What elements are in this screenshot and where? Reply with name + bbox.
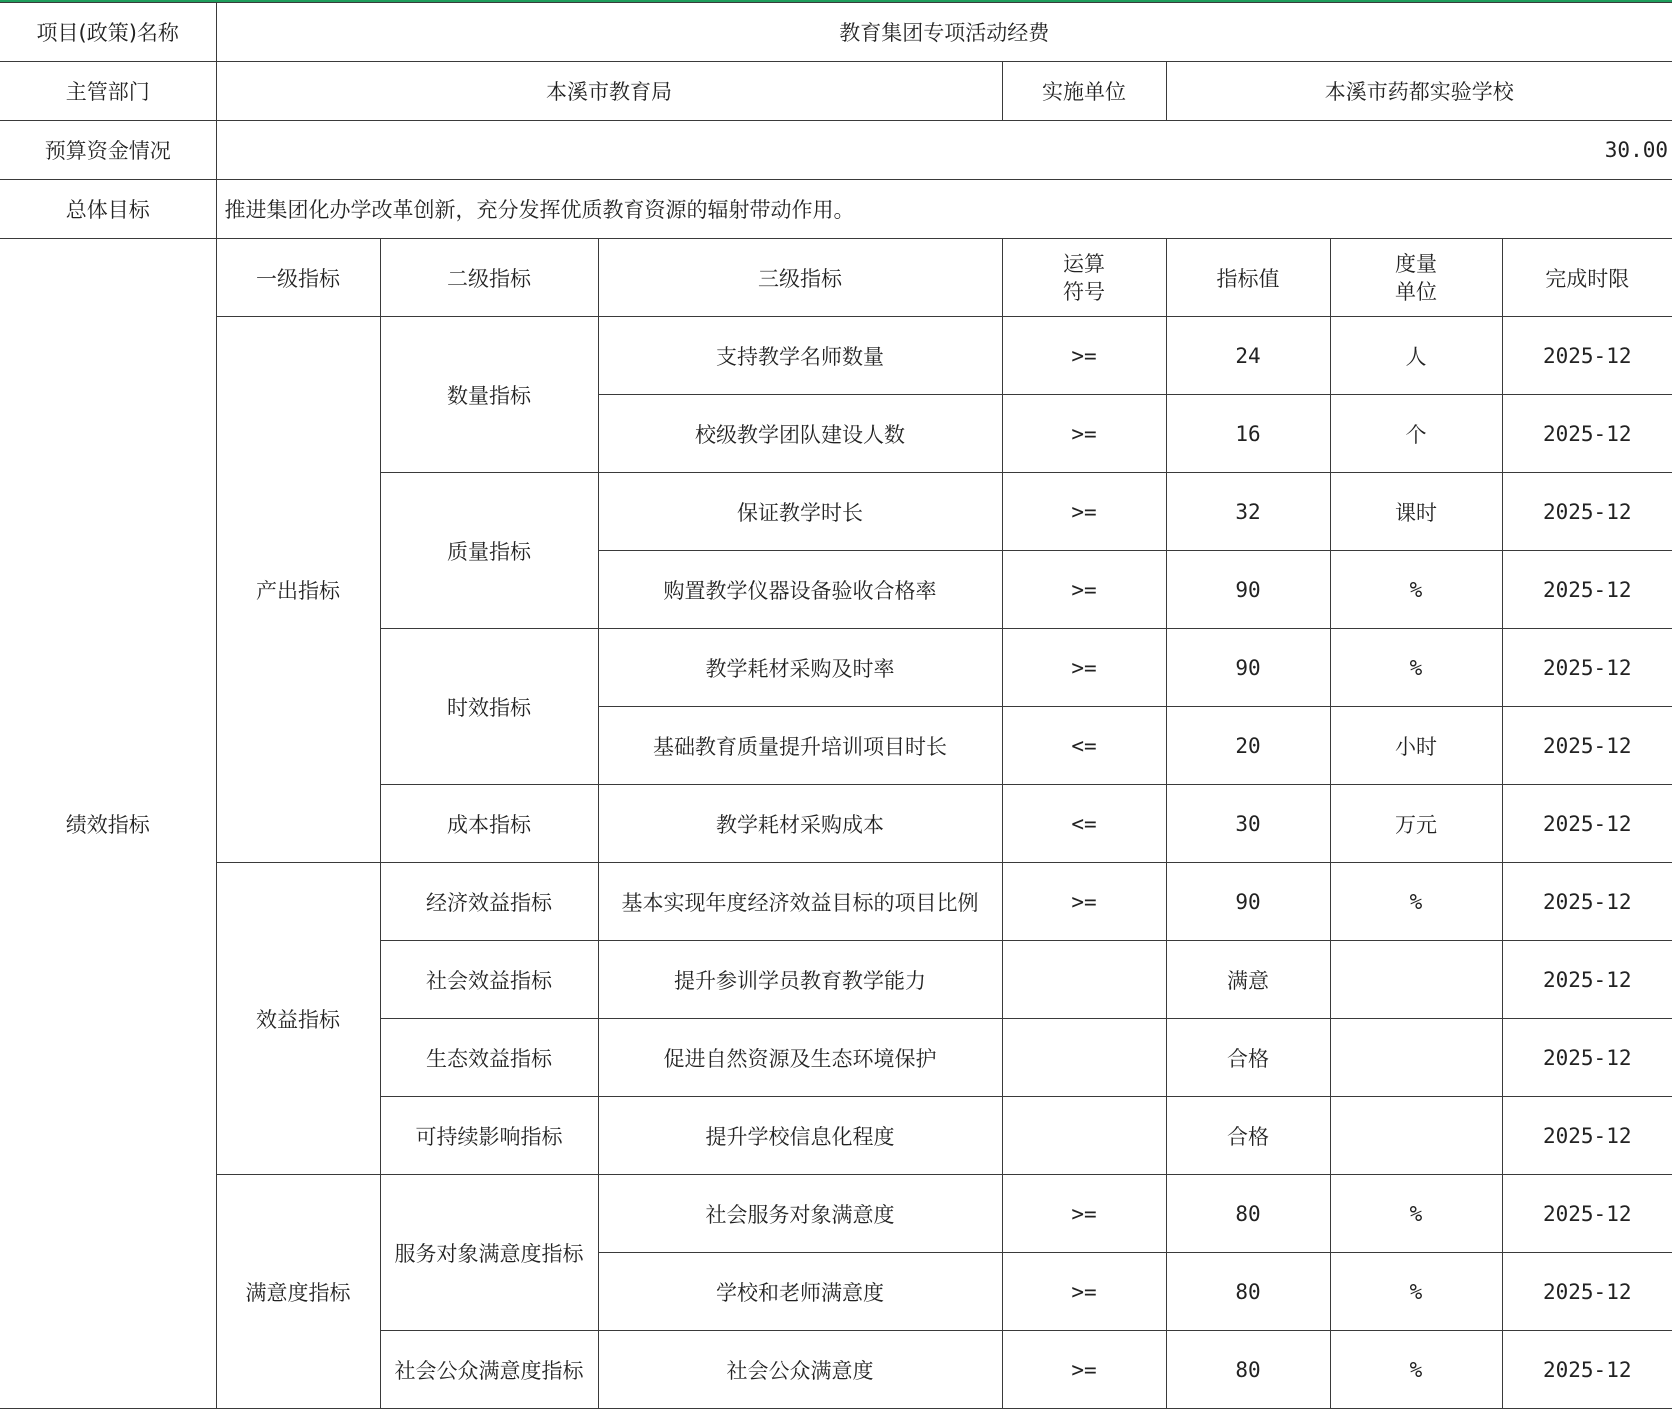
goal-value[interactable]: 推进集团化办学改革创新，充分发挥优质教育资源的辐射带动作用。: [216, 180, 1672, 239]
target-value-cell[interactable]: 30: [1166, 785, 1330, 863]
target-value-cell[interactable]: 24: [1166, 317, 1330, 395]
level2-cell: 社会效益指标: [380, 941, 598, 1019]
deadline-cell[interactable]: 2025-12: [1502, 395, 1672, 473]
deadline-cell[interactable]: 2025-12: [1502, 941, 1672, 1019]
target-value-cell[interactable]: 合格: [1166, 1097, 1330, 1175]
deadline-cell[interactable]: 2025-12: [1502, 551, 1672, 629]
deadline-cell[interactable]: 2025-12: [1502, 629, 1672, 707]
level1-cell: 满意度指标: [216, 1175, 380, 1409]
level2-cell: 社会公众满意度指标: [380, 1331, 598, 1409]
impl-label: 实施单位: [1002, 62, 1166, 121]
row-goal: [0, 180, 1672, 239]
target-value-cell[interactable]: 90: [1166, 863, 1330, 941]
budget-value[interactable]: 30.00: [216, 121, 1672, 180]
target-value-cell[interactable]: 90: [1166, 629, 1330, 707]
level2-cell: 数量指标: [380, 317, 598, 473]
operator-cell[interactable]: >=: [1002, 395, 1166, 473]
deadline-cell[interactable]: 2025-12: [1502, 1253, 1672, 1331]
operator-cell[interactable]: [1002, 941, 1166, 1019]
indicator-name[interactable]: 提升参训学员教育教学能力: [598, 941, 1002, 1019]
indicator-name[interactable]: 校级教学团队建设人数: [598, 395, 1002, 473]
target-value-cell[interactable]: 16: [1166, 395, 1330, 473]
target-value-cell[interactable]: 32: [1166, 473, 1330, 551]
col-header-value: 指标值: [1166, 239, 1330, 317]
deadline-cell[interactable]: 2025-12: [1502, 785, 1672, 863]
operator-cell[interactable]: [1002, 1097, 1166, 1175]
deadline-cell[interactable]: 2025-12: [1502, 707, 1672, 785]
deadline-cell[interactable]: 2025-12: [1502, 1175, 1672, 1253]
level1-cell: 效益指标: [216, 863, 380, 1175]
unit-cell[interactable]: %: [1330, 863, 1502, 941]
target-value-cell[interactable]: 90: [1166, 551, 1330, 629]
indicator-name[interactable]: 学校和老师满意度: [598, 1253, 1002, 1331]
operator-cell[interactable]: >=: [1002, 863, 1166, 941]
dept-value[interactable]: 本溪市教育局: [216, 62, 1002, 121]
row-department: [0, 62, 1672, 121]
level2-cell: 质量指标: [380, 473, 598, 629]
unit-cell[interactable]: 小时: [1330, 707, 1502, 785]
operator-cell[interactable]: <=: [1002, 785, 1166, 863]
col-header-unit: 度量 单位: [1330, 239, 1502, 317]
indicator-name[interactable]: 教学耗材采购及时率: [598, 629, 1002, 707]
level2-cell: 经济效益指标: [380, 863, 598, 941]
level2-cell: 时效指标: [380, 629, 598, 785]
col-header-deadline: 完成时限: [1502, 239, 1672, 317]
operator-cell[interactable]: >=: [1002, 1175, 1166, 1253]
budget-label: 预算资金情况: [0, 121, 216, 180]
unit-cell[interactable]: [1330, 1019, 1502, 1097]
table-row: [0, 863, 1672, 941]
impl-value[interactable]: 本溪市药都实验学校: [1166, 62, 1672, 121]
indicator-name[interactable]: 购置教学仪器设备验收合格率: [598, 551, 1002, 629]
unit-cell[interactable]: %: [1330, 1175, 1502, 1253]
row-project: [0, 3, 1672, 62]
unit-cell[interactable]: [1330, 941, 1502, 1019]
operator-cell[interactable]: >=: [1002, 1253, 1166, 1331]
level1-cell: 产出指标: [216, 317, 380, 863]
operator-cell[interactable]: >=: [1002, 317, 1166, 395]
unit-cell[interactable]: 课时: [1330, 473, 1502, 551]
indicator-name[interactable]: 基本实现年度经济效益目标的项目比例: [598, 863, 1002, 941]
col-header-level3: 三级指标: [598, 239, 1002, 317]
unit-cell[interactable]: %: [1330, 629, 1502, 707]
unit-cell[interactable]: %: [1330, 551, 1502, 629]
unit-cell[interactable]: %: [1330, 1331, 1502, 1409]
level2-cell: 成本指标: [380, 785, 598, 863]
col-header-operator: 运算 符号: [1002, 239, 1166, 317]
level2-cell: 可持续影响指标: [380, 1097, 598, 1175]
row-column-headers: [0, 239, 1672, 317]
indicator-name[interactable]: 社会公众满意度: [598, 1331, 1002, 1409]
level2-cell: 生态效益指标: [380, 1019, 598, 1097]
indicator-name[interactable]: 教学耗材采购成本: [598, 785, 1002, 863]
unit-cell[interactable]: 个: [1330, 395, 1502, 473]
col-header-level2: 二级指标: [380, 239, 598, 317]
project-label: 项目(政策)名称: [0, 3, 216, 62]
target-value-cell[interactable]: 合格: [1166, 1019, 1330, 1097]
target-value-cell[interactable]: 20: [1166, 707, 1330, 785]
operator-cell[interactable]: [1002, 1019, 1166, 1097]
operator-cell[interactable]: >=: [1002, 551, 1166, 629]
goal-label: 总体目标: [0, 180, 216, 239]
col-header-level1: 一级指标: [216, 239, 380, 317]
indicator-name[interactable]: 促进自然资源及生态环境保护: [598, 1019, 1002, 1097]
target-value-cell[interactable]: 满意: [1166, 941, 1330, 1019]
target-value-cell[interactable]: 80: [1166, 1175, 1330, 1253]
indicator-name[interactable]: 社会服务对象满意度: [598, 1175, 1002, 1253]
unit-cell[interactable]: 万元: [1330, 785, 1502, 863]
operator-cell[interactable]: >=: [1002, 1331, 1166, 1409]
indicator-name[interactable]: 提升学校信息化程度: [598, 1097, 1002, 1175]
target-value-cell[interactable]: 80: [1166, 1331, 1330, 1409]
unit-cell[interactable]: [1330, 1097, 1502, 1175]
unit-cell[interactable]: %: [1330, 1253, 1502, 1331]
indicator-name[interactable]: 基础教育质量提升培训项目时长: [598, 707, 1002, 785]
dept-label: 主管部门: [0, 62, 216, 121]
project-value[interactable]: 教育集团专项活动经费: [216, 3, 1672, 62]
target-value-cell[interactable]: 80: [1166, 1253, 1330, 1331]
deadline-cell[interactable]: 2025-12: [1502, 317, 1672, 395]
unit-cell[interactable]: 人: [1330, 317, 1502, 395]
deadline-cell[interactable]: 2025-12: [1502, 473, 1672, 551]
indicator-name[interactable]: 保证教学时长: [598, 473, 1002, 551]
deadline-cell[interactable]: 2025-12: [1502, 1097, 1672, 1175]
operator-cell[interactable]: >=: [1002, 473, 1166, 551]
performance-table: [0, 2, 1672, 1409]
table-row: [0, 1175, 1672, 1253]
operator-cell[interactable]: <=: [1002, 707, 1166, 785]
deadline-cell[interactable]: 2025-12: [1502, 863, 1672, 941]
indicator-name[interactable]: 支持教学名师数量: [598, 317, 1002, 395]
level2-cell: 服务对象满意度指标: [380, 1175, 598, 1331]
operator-cell[interactable]: >=: [1002, 629, 1166, 707]
deadline-cell[interactable]: 2025-12: [1502, 1331, 1672, 1409]
row-budget: [0, 121, 1672, 180]
deadline-cell[interactable]: 2025-12: [1502, 1019, 1672, 1097]
table-row: [0, 317, 1672, 395]
perf-label: 绩效指标: [0, 239, 216, 1409]
